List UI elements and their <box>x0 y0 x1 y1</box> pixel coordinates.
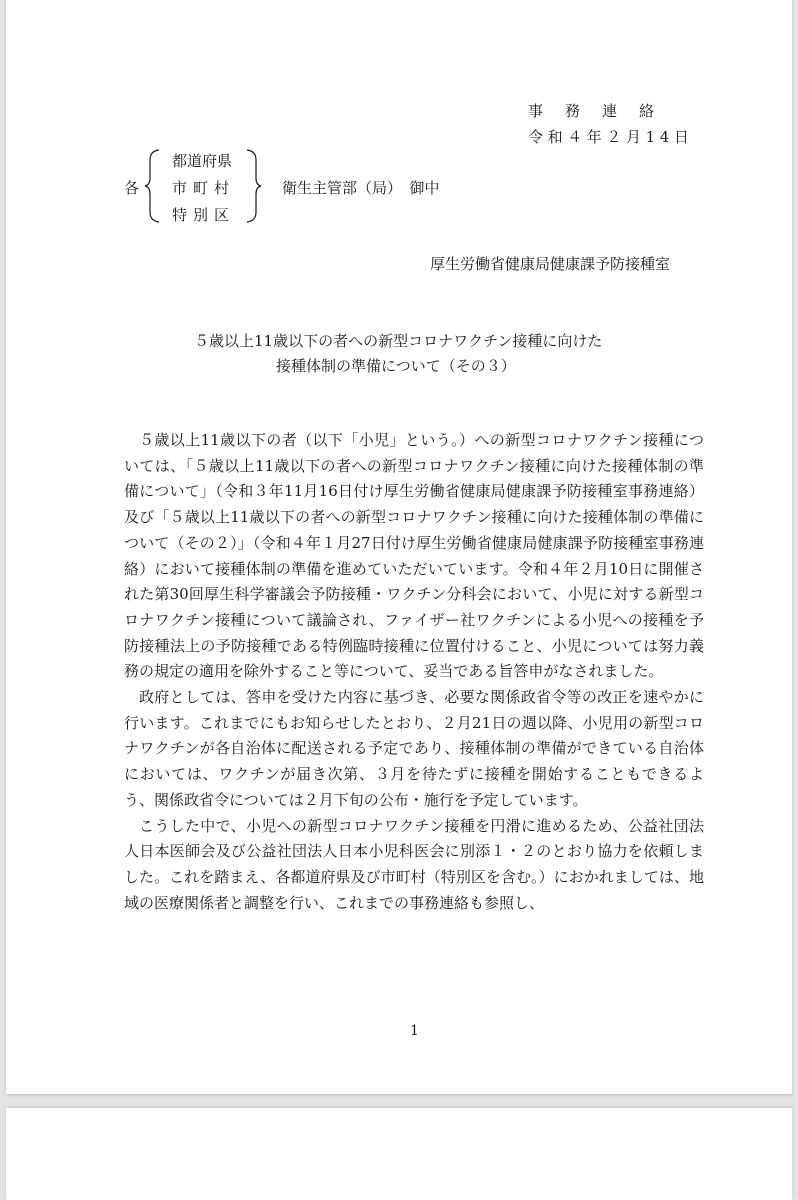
paragraph-2: 政府としては、答申を受けた内容に基づき、必要な関係政省令等の改正を速やかに行います。これまでにもお知らせしたとおり、２月21日の週以降、小児用の新型コロナワクチンが各自治体に配送される予定であり、接種体制の準備ができている自治体においては、ワクチンが届き次第、３月を待たずに接種を開始することもできるよう、関係政省令については２月下旬の公布・施行を予定しています。 <box>124 688 704 809</box>
addressee-prefix: 各 <box>124 179 140 197</box>
body-text <box>124 428 704 916</box>
addressee-municipalities: 市町村 <box>172 179 236 197</box>
addressee-prefectures: 都道府県 <box>172 152 233 170</box>
document-type: 事務連絡 <box>528 102 677 120</box>
addressee-special-wards: 特別区 <box>172 206 236 224</box>
addressee-department: 衛生主管部（局） 御中 <box>282 179 440 197</box>
document-date: 令和４年２月14日 <box>528 128 694 146</box>
right-brace <box>244 148 262 224</box>
document-page <box>6 0 792 1094</box>
title-line-1: ５歳以上11歳以下の者への新型コロナワクチン接種に向けた <box>194 332 603 350</box>
paragraph-3: こうした中で、小児への新型コロナワクチン接種を円滑に進めるため、公益社団法人日本医師会及び公益社団法人日本小児科医会に別添１・２のとおり協力を依頼しました。これを踏まえ、各都道府県及び市町村（特別区を含む。）におかれましては、地域の医療関係者と調整を行い、これまでの事務連絡も参照し、 <box>124 816 704 912</box>
title-line-2: 接種体制の準備について（その３） <box>276 357 516 375</box>
page-number: 1 <box>410 1023 419 1039</box>
next-page <box>6 1108 792 1200</box>
left-brace <box>144 148 162 224</box>
sender: 厚生労働省健康局健康課予防接種室 <box>430 255 671 273</box>
paragraph-1: ５歳以上11歳以下の者（以下「小児」という。）への新型コロナワクチン接種については、「５歳以上11歳以下の者への新型コロナワクチン接種に向けた接種体制の準備について」（令和３年11月16日付け厚生労働省健康局健康課予防接種室事務連絡）及び「５歳以上11歳以下の者への新型コロナワクチン接種に向けた接種体制の準備について（その２）」（令和４年１月27日付け厚生労働省健康局健康課予防接種室事務連絡）において接種体制の準備を進めていただいています。令和４年２月10日に開催された第30回厚生科学審議会予防接種・ワクチン分科会において、小児に対する新型コロナワクチン接種について議論され、ファイザー社ワクチンによる小児への接種を予防接種法上の予防接種である特例臨時接種に位置付けること、小児については努力義務の規定の適用を除外すること等について、妥当である旨答申がなされました。 <box>124 431 704 681</box>
